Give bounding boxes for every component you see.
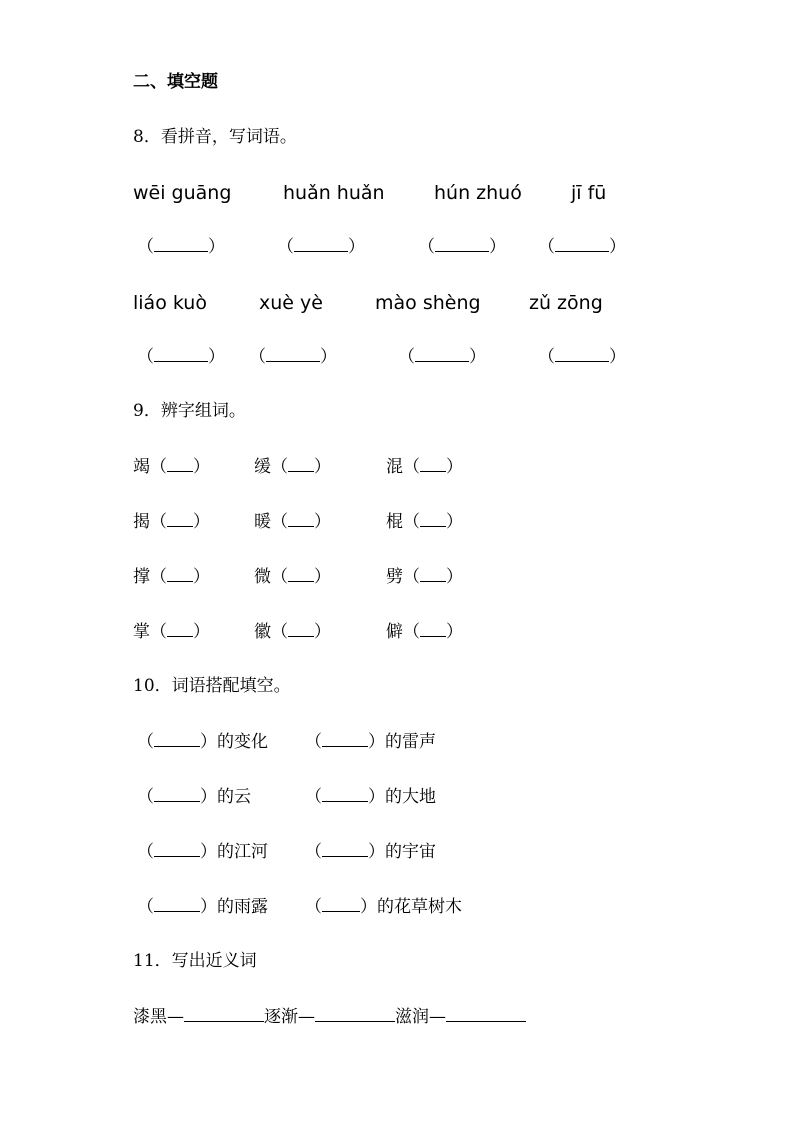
answer-box[interactable]: （ ） bbox=[538, 344, 626, 369]
answer-box[interactable]: （ ） bbox=[538, 234, 626, 259]
pinyin-6: xuè yè bbox=[259, 292, 323, 314]
phrase-item: （ ）的大地 bbox=[305, 784, 436, 809]
pinyin-4: jī fū bbox=[571, 182, 607, 204]
phrase-item: （ ）的变化 bbox=[137, 729, 268, 754]
q10-title: 10．词语搭配填空。 bbox=[133, 676, 291, 696]
phrase-item: （ ）的雷声 bbox=[305, 729, 436, 754]
char-item: 竭（ ） bbox=[133, 454, 210, 479]
pinyin-8: zǔ zōng bbox=[529, 292, 603, 314]
char-item: 揭（ ） bbox=[133, 509, 210, 534]
synonym-word: 漆黑— bbox=[133, 1007, 184, 1027]
phrase-item: （ ）的雨露 bbox=[137, 894, 268, 919]
answer-box[interactable]: （ ） bbox=[137, 234, 225, 259]
char-item: 缓（ ） bbox=[254, 454, 331, 479]
phrase-item: （ ）的云 bbox=[137, 784, 251, 809]
synonym-word: 滋润— bbox=[395, 1007, 446, 1027]
answer-box[interactable]: （ ） bbox=[137, 344, 225, 369]
synonym-blank[interactable] bbox=[184, 1004, 264, 1022]
answer-box[interactable]: （ ） bbox=[277, 234, 365, 259]
q11-title: 11．写出近义词 bbox=[133, 951, 257, 971]
char-item: 僻（ ） bbox=[386, 619, 463, 644]
synonym-blank[interactable] bbox=[446, 1004, 526, 1022]
char-item: 掌（ ） bbox=[133, 619, 210, 644]
synonym-row bbox=[133, 1004, 526, 1029]
answer-box[interactable]: （ ） bbox=[418, 234, 506, 259]
char-item: 混（ ） bbox=[386, 454, 463, 479]
char-item: 暖（ ） bbox=[254, 509, 331, 534]
q8-title: 8．看拼音，写词语。 bbox=[133, 127, 297, 147]
char-item: 微（ ） bbox=[254, 564, 331, 589]
phrase-item: （ ）的花草树木 bbox=[305, 894, 462, 919]
section-title: 二、填空题 bbox=[133, 72, 218, 92]
answer-box[interactable]: （ ） bbox=[249, 344, 337, 369]
pinyin-2: huǎn huǎn bbox=[283, 182, 385, 204]
answer-box[interactable]: （ ） bbox=[398, 344, 486, 369]
synonym-word: 逐渐— bbox=[264, 1007, 315, 1027]
synonym-blank[interactable] bbox=[315, 1004, 395, 1022]
char-item: 撑（ ） bbox=[133, 564, 210, 589]
pinyin-5: liáo kuò bbox=[133, 292, 207, 314]
phrase-item: （ ）的宇宙 bbox=[305, 839, 436, 864]
pinyin-3: hún zhuó bbox=[434, 182, 522, 204]
q9-title: 9．辨字组词。 bbox=[133, 401, 246, 421]
char-item: 棍（ ） bbox=[386, 509, 463, 534]
char-item: 徽（ ） bbox=[254, 619, 331, 644]
phrase-item: （ ）的江河 bbox=[137, 839, 268, 864]
char-item: 劈（ ） bbox=[386, 564, 463, 589]
pinyin-1: wēi guāng bbox=[133, 182, 232, 204]
pinyin-7: mào shèng bbox=[375, 292, 481, 314]
